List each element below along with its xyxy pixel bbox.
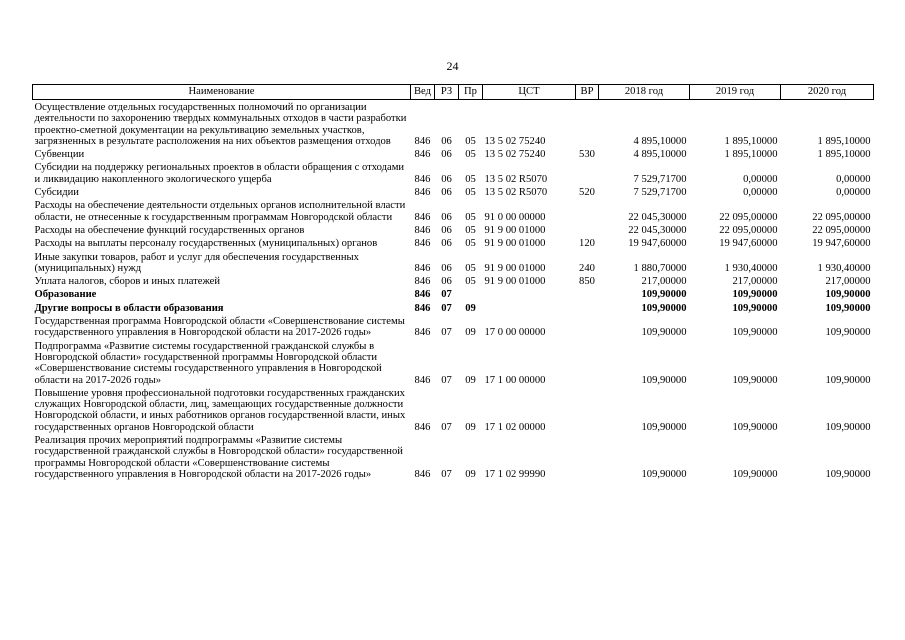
cell-cst bbox=[483, 301, 576, 314]
cell-vr bbox=[576, 100, 599, 148]
cell-cst: 91 9 00 01000 bbox=[484, 262, 546, 274]
cell-2019: 22 095,00000 bbox=[719, 224, 778, 236]
cell-ved: 846 bbox=[414, 302, 431, 314]
cell-2019: 109,90000 bbox=[732, 421, 778, 433]
cell-2018: 22 045,30000 bbox=[628, 211, 687, 223]
cell-2019: 109,90000 bbox=[732, 327, 778, 339]
cell-name: Расходы на выплаты персоналу государственных (муниципальных) органов bbox=[34, 238, 378, 250]
cell-vr bbox=[576, 301, 599, 314]
cell-name: Другие вопросы в области образования bbox=[34, 302, 224, 314]
cell-2018: 7 529,71700 bbox=[633, 187, 687, 199]
header-ved: Вед bbox=[411, 85, 435, 100]
cell-vr bbox=[576, 433, 599, 480]
cell-2020: 109,90000 bbox=[825, 289, 871, 301]
cell-vr: 530 bbox=[579, 149, 595, 161]
cell-cst: 13 5 02 R5070 bbox=[484, 173, 548, 185]
cell-2020: 0,00000 bbox=[836, 173, 871, 185]
cell-rz: 07 bbox=[441, 302, 452, 314]
cell-2020: 217,00000 bbox=[825, 276, 871, 288]
cell-2020: 22 095,00000 bbox=[812, 211, 871, 223]
cell-ved: 846 bbox=[414, 211, 431, 223]
cell-2018: 1 880,70000 bbox=[633, 262, 687, 274]
cell-vr: 850 bbox=[579, 276, 595, 288]
cell-2018: 109,90000 bbox=[641, 302, 687, 314]
cell-name: Расходы на обеспечение функций государственных органов bbox=[34, 224, 305, 236]
cell-name: Осуществление отдельных государственных полномочий по организации деятельности по захоронению твердых коммунальных отходов в части разработки проектно-сметной документации на рекультивацию земельных участков, загрязненных в результате расположения на них объектов размещения отходов bbox=[34, 102, 407, 147]
cell-ved: 846 bbox=[414, 262, 431, 274]
cell-ved: 846 bbox=[414, 374, 431, 386]
cell-pr: 05 bbox=[465, 173, 476, 185]
table-row bbox=[33, 198, 874, 223]
cell-cst: 17 1 02 00000 bbox=[484, 421, 546, 433]
cell-name: Уплата налогов, сборов и иных платежей bbox=[34, 276, 221, 288]
budget-table bbox=[32, 84, 874, 480]
cell-ved: 846 bbox=[414, 238, 431, 250]
table-row bbox=[33, 223, 874, 236]
cell-2019: 217,00000 bbox=[732, 276, 778, 288]
table-row bbox=[33, 160, 874, 185]
cell-pr: 05 bbox=[465, 238, 476, 250]
cell-vr: 240 bbox=[579, 262, 595, 274]
cell-vr bbox=[576, 314, 599, 339]
table-row bbox=[33, 250, 874, 275]
cell-2018: 109,90000 bbox=[641, 468, 687, 480]
cell-2019: 0,00000 bbox=[743, 187, 778, 199]
cell-cst: 91 9 00 01000 bbox=[484, 276, 546, 288]
header-vr: ВР bbox=[576, 85, 599, 100]
cell-rz: 06 bbox=[441, 149, 452, 161]
cell-ved: 846 bbox=[414, 149, 431, 161]
cell-pr: 05 bbox=[465, 276, 476, 288]
cell-2019: 109,90000 bbox=[732, 468, 778, 480]
cell-cst: 91 9 00 01000 bbox=[484, 238, 546, 250]
table-header-row bbox=[33, 85, 874, 100]
table-row bbox=[33, 236, 874, 249]
cell-cst: 13 5 02 R5070 bbox=[484, 187, 548, 199]
cell-name: Государственная программа Новгородской области «Совершенствование системы государственного управления в Новгородской области на 2017-2026 годы» bbox=[34, 316, 405, 339]
cell-cst: 17 1 00 00000 bbox=[484, 374, 546, 386]
cell-2020: 1 895,10000 bbox=[817, 135, 871, 147]
cell-cst: 91 9 00 01000 bbox=[484, 224, 546, 236]
cell-2020: 22 095,00000 bbox=[812, 224, 871, 236]
cell-2018: 217,00000 bbox=[641, 276, 687, 288]
cell-vr bbox=[576, 386, 599, 433]
cell-2018: 109,90000 bbox=[641, 327, 687, 339]
cell-rz: 07 bbox=[441, 468, 452, 480]
cell-cst: 91 0 00 00000 bbox=[484, 211, 546, 223]
cell-2018: 7 529,71700 bbox=[633, 173, 687, 185]
cell-vr bbox=[576, 287, 599, 300]
header-2018: 2018 год bbox=[599, 85, 690, 100]
cell-rz: 06 bbox=[441, 262, 452, 274]
cell-vr bbox=[576, 160, 599, 185]
table-row bbox=[33, 386, 874, 433]
cell-2019: 109,90000 bbox=[732, 302, 778, 314]
cell-2018: 4 895,10000 bbox=[633, 149, 687, 161]
cell-ved: 846 bbox=[414, 421, 431, 433]
cell-ved: 846 bbox=[414, 187, 431, 199]
cell-cst: 17 1 02 99990 bbox=[484, 468, 546, 480]
cell-pr: 09 bbox=[465, 421, 476, 433]
cell-rz: 06 bbox=[441, 187, 452, 199]
cell-2020: 109,90000 bbox=[825, 468, 871, 480]
cell-cst bbox=[483, 287, 576, 300]
table-row bbox=[33, 274, 874, 287]
cell-2020: 0,00000 bbox=[836, 187, 871, 199]
cell-vr: 520 bbox=[579, 187, 595, 199]
cell-2019: 1 930,40000 bbox=[724, 262, 778, 274]
cell-pr: 09 bbox=[465, 327, 476, 339]
table-row bbox=[33, 433, 874, 480]
cell-ved: 846 bbox=[414, 327, 431, 339]
cell-2020: 1 895,10000 bbox=[817, 149, 871, 161]
cell-pr: 05 bbox=[465, 187, 476, 199]
cell-2018: 19 947,60000 bbox=[628, 238, 687, 250]
cell-2018: 4 895,10000 bbox=[633, 135, 687, 147]
cell-name: Расходы на обеспечение деятельности отдельных органов исполнительной власти области, не отнесенные к государственным программам Новгородской области bbox=[34, 200, 406, 223]
cell-ved: 846 bbox=[414, 276, 431, 288]
cell-rz: 07 bbox=[441, 421, 452, 433]
cell-2020: 19 947,60000 bbox=[812, 238, 871, 250]
header-cst: ЦСТ bbox=[483, 85, 576, 100]
cell-2018: 109,90000 bbox=[641, 421, 687, 433]
cell-rz: 06 bbox=[441, 211, 452, 223]
cell-pr: 09 bbox=[465, 374, 476, 386]
cell-2018: 109,90000 bbox=[641, 374, 687, 386]
cell-2019: 109,90000 bbox=[732, 289, 778, 301]
cell-2020: 109,90000 bbox=[825, 374, 871, 386]
cell-name: Субсидии bbox=[34, 187, 79, 199]
cell-rz: 07 bbox=[441, 374, 452, 386]
cell-name: Иные закупки товаров, работ и услуг для обеспечения государственных (муниципальных) нужд bbox=[34, 251, 359, 274]
cell-2020: 1 930,40000 bbox=[817, 262, 871, 274]
header-name: Наименование bbox=[33, 85, 411, 100]
cell-pr: 05 bbox=[465, 224, 476, 236]
cell-2019: 109,90000 bbox=[732, 374, 778, 386]
cell-ved: 846 bbox=[414, 173, 431, 185]
cell-rz: 06 bbox=[441, 276, 452, 288]
cell-name: Подпрограмма «Развитие системы государственной гражданской службы в Новгородской области» государственной программы Новгородской области «Совершенствование системы государственного управления в Новгородской области на 2017-2026 годы» bbox=[34, 340, 382, 386]
cell-name: Субвенции bbox=[34, 149, 85, 161]
table-row bbox=[33, 100, 874, 148]
header-pr: Пр bbox=[459, 85, 483, 100]
cell-pr: 09 bbox=[465, 302, 476, 314]
cell-vr bbox=[576, 223, 599, 236]
cell-2020: 109,90000 bbox=[825, 327, 871, 339]
table-row bbox=[33, 147, 874, 160]
table-row bbox=[33, 339, 874, 386]
cell-2019: 19 947,60000 bbox=[719, 238, 778, 250]
page-number: 24 bbox=[446, 59, 459, 73]
cell-2019: 22 095,00000 bbox=[719, 211, 778, 223]
table-row bbox=[33, 314, 874, 339]
header-rz: РЗ bbox=[435, 85, 459, 100]
cell-name: Повышение уровня профессиональной подготовки государственных гражданских служащих Новгородской области, лиц, замещающих государственные должности Новгородской области, и иных работников органов государственной власти, иных государственных органов Новгородской области bbox=[34, 387, 406, 433]
cell-vr bbox=[576, 339, 599, 386]
cell-name: Образование bbox=[34, 289, 97, 301]
cell-pr: 05 bbox=[465, 149, 476, 161]
cell-rz: 06 bbox=[441, 135, 452, 147]
cell-2020: 109,90000 bbox=[825, 421, 871, 433]
cell-pr: 05 bbox=[465, 135, 476, 147]
cell-2019: 1 895,10000 bbox=[724, 135, 778, 147]
cell-2020: 109,90000 bbox=[825, 302, 871, 314]
cell-2019: 0,00000 bbox=[743, 173, 778, 185]
cell-pr bbox=[459, 287, 483, 300]
cell-vr: 120 bbox=[579, 238, 595, 250]
header-2020: 2020 год bbox=[781, 85, 874, 100]
cell-ved: 846 bbox=[414, 224, 431, 236]
cell-rz: 06 bbox=[441, 238, 452, 250]
cell-2018: 22 045,30000 bbox=[628, 224, 687, 236]
table-row bbox=[33, 287, 874, 300]
cell-rz: 06 bbox=[441, 173, 452, 185]
cell-pr: 05 bbox=[465, 211, 476, 223]
cell-ved: 846 bbox=[414, 289, 431, 301]
cell-vr bbox=[576, 198, 599, 223]
cell-2018: 109,90000 bbox=[641, 289, 687, 301]
cell-name: Реализация прочих мероприятий подпрограммы «Развитие системы государственной гражданской службы в Новгородской области» государственной программы Новгородской области «Совершенствование системы государственного управления в Новгородской области на 2017-2026 годы» bbox=[34, 435, 403, 480]
cell-pr: 05 bbox=[465, 262, 476, 274]
cell-rz: 06 bbox=[441, 224, 452, 236]
table-row bbox=[33, 185, 874, 198]
cell-rz: 07 bbox=[441, 327, 452, 339]
table-row bbox=[33, 301, 874, 314]
cell-cst: 13 5 02 75240 bbox=[484, 135, 546, 147]
cell-name: Субсидии на поддержку региональных проектов в области обращения с отходами и ликвидацию накопленного экологического ущерба bbox=[34, 162, 405, 185]
cell-cst: 13 5 02 75240 bbox=[484, 149, 546, 161]
cell-pr: 09 bbox=[465, 468, 476, 480]
cell-ved: 846 bbox=[414, 135, 431, 147]
cell-ved: 846 bbox=[414, 468, 431, 480]
cell-rz: 07 bbox=[441, 289, 452, 301]
cell-2019: 1 895,10000 bbox=[724, 149, 778, 161]
cell-cst: 17 0 00 00000 bbox=[484, 327, 546, 339]
table-body bbox=[33, 100, 874, 481]
header-2019: 2019 год bbox=[690, 85, 781, 100]
